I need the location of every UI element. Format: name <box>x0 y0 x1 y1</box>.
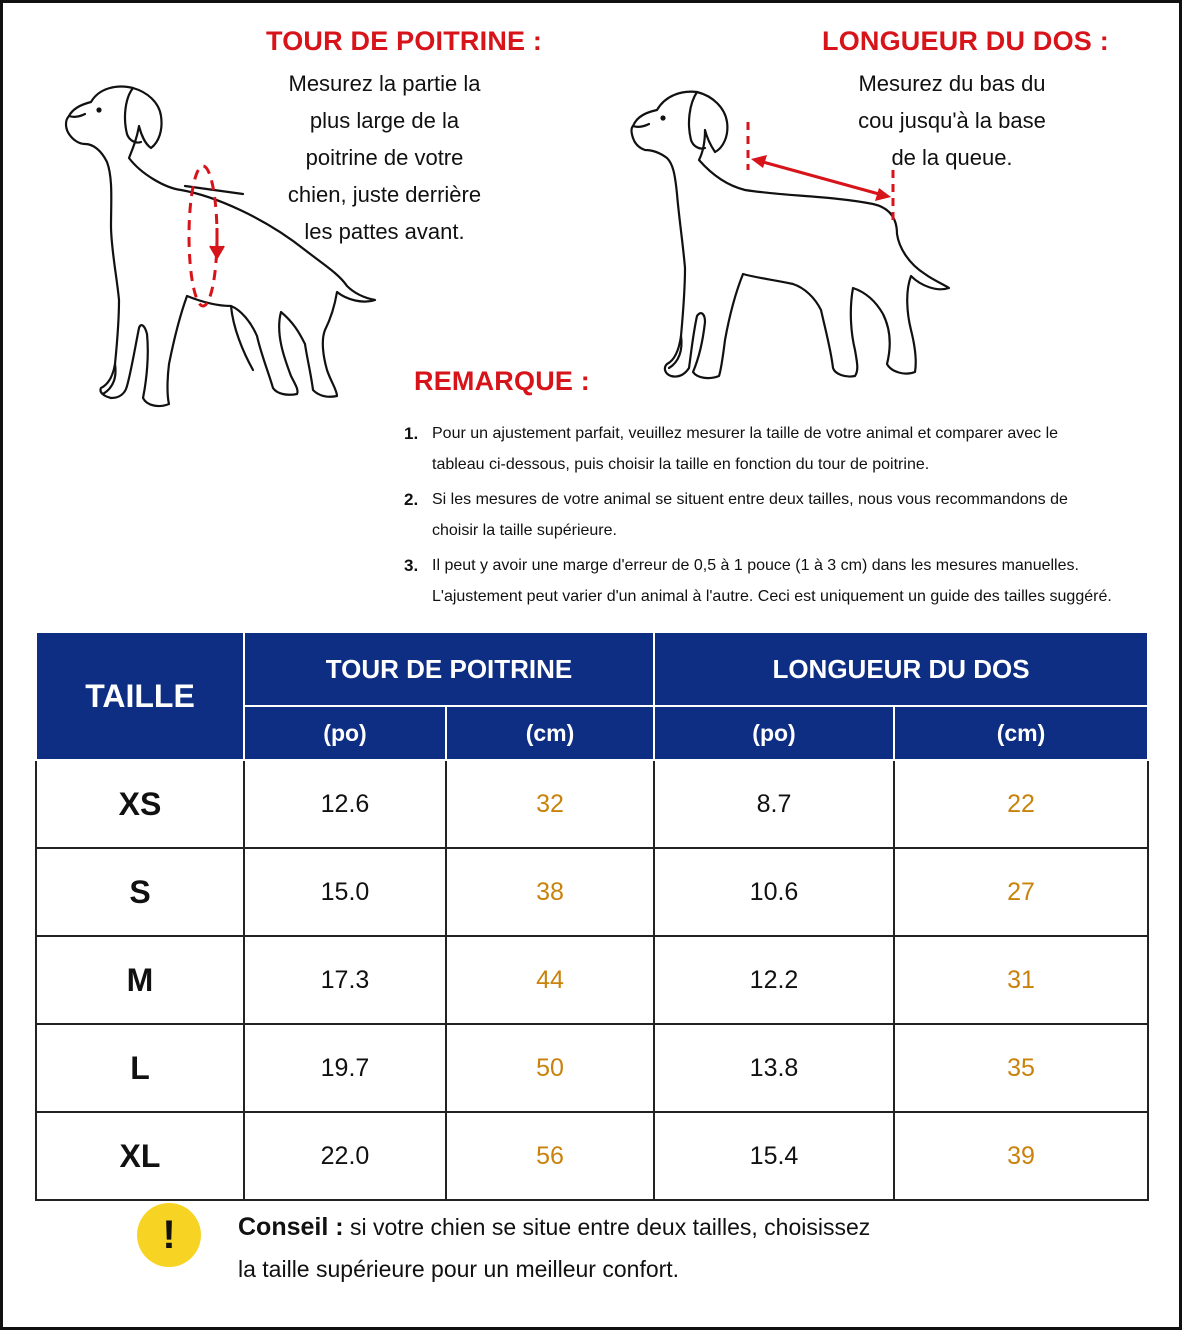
chest-cm-cell: 56 <box>446 1112 654 1200</box>
col-header-size: TAILLE <box>36 632 244 760</box>
size-cell: S <box>36 848 244 936</box>
back-in-cell: 10.6 <box>654 848 894 936</box>
table-row <box>36 936 1148 1024</box>
remarque-item <box>404 484 1164 546</box>
back-in-cell: 12.2 <box>654 936 894 1024</box>
back-heading: LONGUEUR DU DOS : <box>822 26 1109 56</box>
back-in-cell: 15.4 <box>654 1112 894 1200</box>
table-row <box>36 760 1148 848</box>
back-description: Mesurez du bas du cou jusqu'à la base de la queue. <box>858 71 1046 170</box>
table-row <box>36 848 1148 936</box>
chest-in-cell: 19.7 <box>244 1024 446 1112</box>
chest-in-cell: 15.0 <box>244 848 446 936</box>
remarque-heading: REMARQUE : <box>414 366 590 396</box>
remarque-item-text: Pour un ajustement parfait, veuillez mesurer la taille de votre animal et comparer avec le tableau ci-dessous, puis choisir la taille en fonction du tour de poitrine. <box>432 425 1059 473</box>
size-cell: M <box>36 936 244 1024</box>
tip-box <box>238 1206 918 1290</box>
back-cm-cell: 31 <box>894 936 1148 1024</box>
remarque-item-text: Il peut y avoir une marge d'erreur de 0,5 à 1 pouce (1 à 3 cm) dans les mesures manuelles. L'ajustement peut varier d'un animal à l'autre. Ceci est uniquement un guide des tailles suggéré. <box>432 557 1112 605</box>
chest-cm-cell: 44 <box>446 936 654 1024</box>
remarque-item-number: 2. <box>404 490 419 509</box>
chest-in-cell: 17.3 <box>244 936 446 1024</box>
size-table <box>35 631 1149 1201</box>
unit-header-chest-in: (po) <box>244 706 446 760</box>
size-cell: XS <box>36 760 244 848</box>
remarque-item <box>404 550 1164 612</box>
chest-in-cell: 22.0 <box>244 1112 446 1200</box>
table-row <box>36 1112 1148 1200</box>
chest-cm-cell: 50 <box>446 1024 654 1112</box>
back-cm-cell: 22 <box>894 760 1148 848</box>
tip-label: Conseil : <box>238 1213 344 1241</box>
size-cell: L <box>36 1024 244 1112</box>
back-in-cell: 13.8 <box>654 1024 894 1112</box>
remarque-item-number: 3. <box>404 556 419 575</box>
back-in-cell: 8.7 <box>654 760 894 848</box>
unit-header-chest-cm: (cm) <box>446 706 654 760</box>
chest-cm-cell: 38 <box>446 848 654 936</box>
tip-text-line1: si votre chien se situe entre deux tailles, choisissez <box>343 1214 871 1240</box>
unit-header-back-in: (po) <box>654 706 894 760</box>
back-cm-cell: 35 <box>894 1024 1148 1112</box>
remarque-list <box>404 418 1164 616</box>
size-cell: XL <box>36 1112 244 1200</box>
unit-header-back-cm: (cm) <box>894 706 1148 760</box>
table-row <box>36 1024 1148 1112</box>
remarque-item-text: Si les mesures de votre animal se situent entre deux tailles, nous vous recommandons de choisir la taille supérieure. <box>432 491 1068 539</box>
back-cm-cell: 27 <box>894 848 1148 936</box>
chest-cm-cell: 32 <box>446 760 654 848</box>
tip-text-line2: la taille supérieure pour un meilleur confort. <box>238 1256 680 1282</box>
chest-in-cell: 12.6 <box>244 760 446 848</box>
exclamation-icon: ! <box>137 1203 201 1267</box>
chest-description: Mesurez la partie la plus large de la poitrine de votre chien, juste derrière les pattes avant. <box>287 71 482 244</box>
col-header-chest: TOUR DE POITRINE <box>244 632 654 706</box>
back-cm-cell: 39 <box>894 1112 1148 1200</box>
chest-heading: TOUR DE POITRINE : <box>266 26 543 56</box>
remarque-item-number: 1. <box>404 424 419 443</box>
col-header-back: LONGUEUR DU DOS <box>654 632 1148 706</box>
remarque-item <box>404 418 1164 480</box>
